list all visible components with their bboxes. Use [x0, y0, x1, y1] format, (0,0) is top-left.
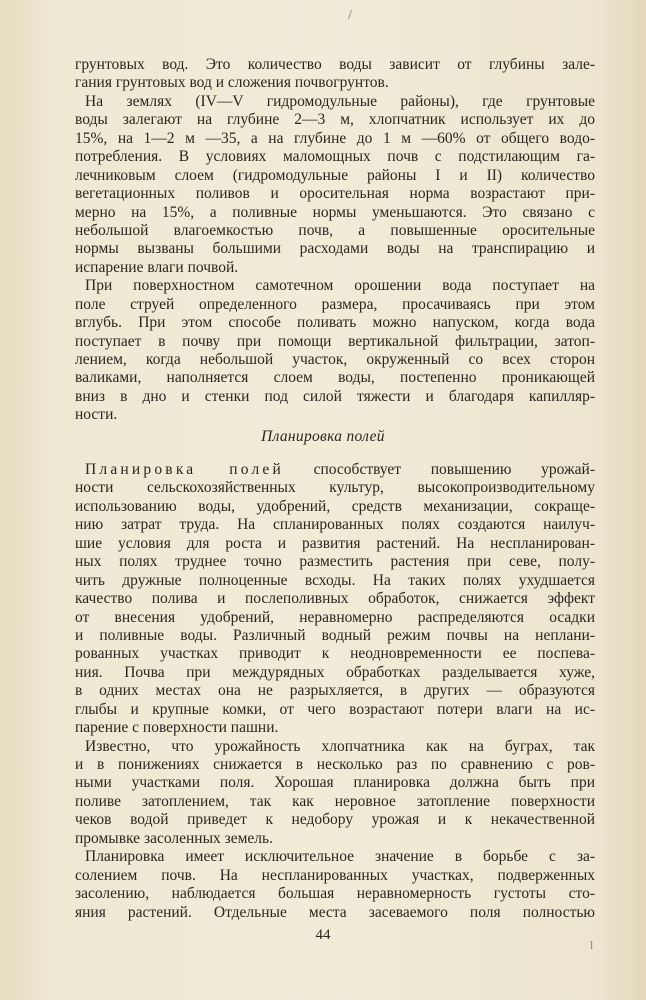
text-line: небольшой влагоемкостью почв, а повышенные оросительные	[75, 221, 595, 239]
text-line: мерно на 15%, а поливные нормы уменьшаются. Это связано с	[75, 203, 595, 221]
body-text-top	[75, 56, 595, 425]
text-line: парение с поверхности пашни.	[75, 719, 279, 737]
text-line: чеков водой приведет к недобору урожая и к некачественной	[75, 811, 595, 829]
text-line: и поливные воды. Различный водный режим почвы на неплани-	[75, 626, 595, 644]
spaced-emphasis: Планировка полей	[85, 461, 284, 478]
text-line: качество полива и послеполивных обработок, снижается эффект	[75, 590, 595, 608]
text-line: вглубь. При этом способе поливать можно напуском, когда вода	[75, 314, 595, 332]
text-line: валиками, наполняется слоем воды, постепенно проникающей	[75, 369, 595, 387]
text-line: лечниковым слоем (гидромодульные районы I и II) количество	[75, 166, 595, 184]
text-line: грунтовых вод. Это количество воды зависит от глубины зале-	[75, 56, 595, 73]
text-line: от внесения удобрений, неравномерно распределяются осадки	[75, 608, 595, 626]
text-line: засолению, наблюдается большая неравномерность густоты сто-	[75, 885, 595, 903]
text-line: ности.	[75, 406, 118, 424]
margin-mark-bottom: l	[590, 938, 594, 952]
text-line: шие условия для роста и развития растений. На неспланирован-	[75, 534, 595, 552]
text-line: гания грунтовых вод и сложения почвогрунтов.	[75, 74, 389, 92]
text-line: лением, когда небольшой участок, окруженный со всех сторон	[75, 351, 595, 368]
text-line: и в понижениях снижается в несколько раз по сравнению с ров-	[75, 756, 595, 773]
text-line: поле струей определенного размера, просачиваясь при этом	[75, 295, 595, 313]
text-line: солением почв. На неспланированных участках, подверженных	[75, 866, 595, 884]
text-line: поступает в почву при помощи вертикальной фильтрации, затоп-	[75, 332, 595, 350]
text-line: потребления. В условиях маломощных почв с подстилающим га-	[75, 148, 595, 166]
text-line: рованных участках приводит к неодновременности ее поспева-	[75, 645, 595, 663]
text-line: ных полях труднее точно разместить растения при севе, полу-	[75, 553, 595, 571]
text-line: 15%, на 1—2 м —35, а на глубине до 1 м —60% от общего водо-	[75, 129, 595, 147]
text-line: яния растений. Отдельные места засеваемого поля полностью	[75, 903, 595, 921]
section-heading: Планировка полей	[261, 428, 385, 445]
text-line: ными участками поля. Хорошая планировка должна быть при	[75, 774, 595, 792]
text-line: воды залегают на глубине 2—3 м, хлопчатник использует их до	[75, 111, 595, 129]
first-line-rest: способствует повышению урожай-	[283, 461, 596, 478]
text-line: нормы вызваны большими расходами воды на транспирацию и	[75, 240, 595, 258]
text-line: чить дружные полноценные всходы. На таких полях ухудшается	[75, 571, 595, 589]
text-line: вниз в дно и стенки под силой тяжести и благодаря капилляр-	[75, 387, 595, 405]
page-number: 44	[315, 927, 331, 943]
text-line: ности сельскохозяйственных культур, высокопроизводительному	[75, 479, 595, 497]
text-line: использованию воды, удобрений, средств механизации, сокраще-	[75, 497, 595, 515]
text-line: поливе затоплением, так как неровное затопление поверхности	[75, 792, 595, 810]
text-line: испарение влаги почвой.	[75, 258, 239, 276]
text-line: вегетационных поливов и оросительная норма возрастают при-	[75, 185, 595, 203]
body-text-bottom	[75, 461, 595, 922]
text-line-first	[75, 461, 595, 479]
text-line: нию затрат труда. На спланированных полях создаются наилуч-	[75, 516, 595, 534]
text-line: промывке засоленных земель.	[75, 829, 273, 847]
text-line: При поверхностном самотечном орошении вода поступает на	[85, 277, 595, 295]
text-line: ния. Почва при междурядных обработках разделывается хуже,	[75, 663, 595, 681]
text-line: в одних местах она не разрыхляется, в других — образуются	[75, 682, 595, 700]
text-line: Известно, что урожайность хлопчатника как на буграх, так	[85, 737, 595, 755]
margin-mark: /	[348, 8, 352, 23]
text-line: На землях (IV—V гидромодульные районы), где грунтовые	[85, 92, 595, 110]
text-line: глыбы и крупные комки, от чего возрастают потери влаги на ис-	[75, 700, 595, 718]
text-line: Планировка имеет исключительное значение в борьбе с за-	[85, 848, 595, 866]
